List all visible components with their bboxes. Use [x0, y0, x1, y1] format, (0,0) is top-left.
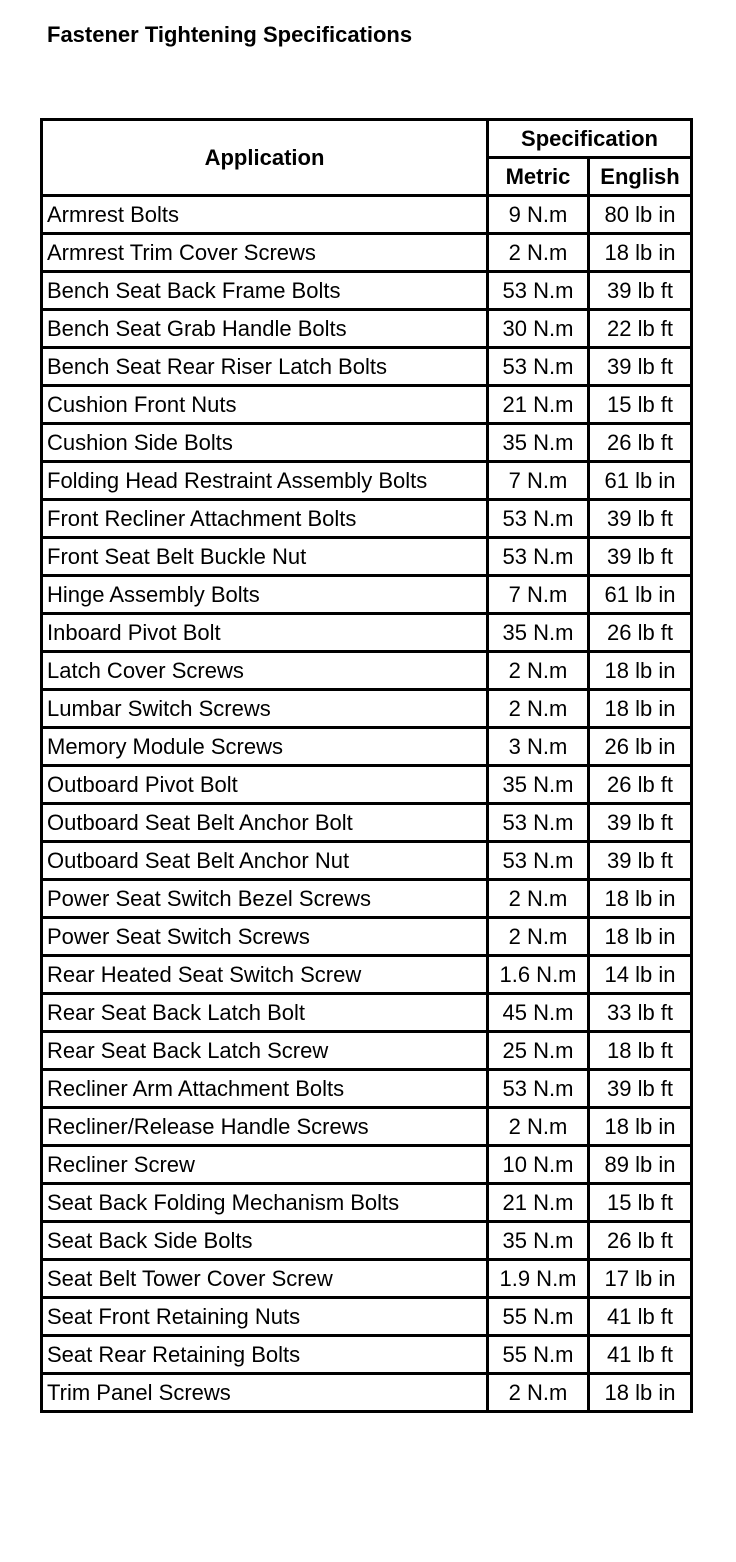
metric-cell: 35 N.m [488, 424, 589, 462]
metric-cell: 35 N.m [488, 1222, 589, 1260]
metric-cell: 55 N.m [488, 1336, 589, 1374]
application-cell: Recliner Arm Attachment Bolts [42, 1070, 488, 1108]
metric-cell: 1.6 N.m [488, 956, 589, 994]
metric-cell: 2 N.m [488, 1108, 589, 1146]
table-header [42, 120, 692, 196]
metric-cell: 7 N.m [488, 576, 589, 614]
english-cell: 22 lb ft [589, 310, 692, 348]
table-row [42, 424, 692, 462]
table-row [42, 196, 692, 234]
table-row [42, 956, 692, 994]
fastener-spec-table [40, 118, 693, 1413]
application-cell: Seat Front Retaining Nuts [42, 1298, 488, 1336]
application-cell: Power Seat Switch Screws [42, 918, 488, 956]
application-cell: Recliner Screw [42, 1146, 488, 1184]
metric-cell: 2 N.m [488, 652, 589, 690]
page-title: Fastener Tightening Specifications [47, 22, 413, 47]
table-row [42, 1184, 692, 1222]
english-cell: 39 lb ft [589, 538, 692, 576]
table-row [42, 462, 692, 500]
metric-cell: 21 N.m [488, 386, 589, 424]
metric-cell: 1.9 N.m [488, 1260, 589, 1298]
table-row [42, 1260, 692, 1298]
metric-cell: 35 N.m [488, 766, 589, 804]
table-row [42, 880, 692, 918]
table-row [42, 1146, 692, 1184]
application-cell: Seat Rear Retaining Bolts [42, 1336, 488, 1374]
metric-cell: 7 N.m [488, 462, 589, 500]
metric-column-header: Metric [488, 158, 589, 196]
metric-cell: 2 N.m [488, 880, 589, 918]
table-row [42, 690, 692, 728]
english-cell: 41 lb ft [589, 1336, 692, 1374]
application-column-header: Application [42, 120, 488, 196]
application-cell: Folding Head Restraint Assembly Bolts [42, 462, 488, 500]
metric-cell: 53 N.m [488, 842, 589, 880]
metric-cell: 53 N.m [488, 804, 589, 842]
metric-cell: 2 N.m [488, 1374, 589, 1412]
english-cell: 41 lb ft [589, 1298, 692, 1336]
application-cell: Rear Heated Seat Switch Screw [42, 956, 488, 994]
table-row [42, 766, 692, 804]
metric-cell: 10 N.m [488, 1146, 589, 1184]
table-row [42, 1374, 692, 1412]
english-cell: 26 lb ft [589, 614, 692, 652]
application-cell: Memory Module Screws [42, 728, 488, 766]
metric-cell: 53 N.m [488, 500, 589, 538]
table-row [42, 500, 692, 538]
metric-cell: 2 N.m [488, 918, 589, 956]
english-cell: 18 lb ft [589, 1032, 692, 1070]
application-cell: Armrest Trim Cover Screws [42, 234, 488, 272]
metric-cell: 30 N.m [488, 310, 589, 348]
table-row [42, 348, 692, 386]
english-cell: 14 lb in [589, 956, 692, 994]
metric-cell: 53 N.m [488, 1070, 589, 1108]
metric-cell: 45 N.m [488, 994, 589, 1032]
application-cell: Lumbar Switch Screws [42, 690, 488, 728]
table-row [42, 234, 692, 272]
table-body [42, 196, 692, 1412]
application-cell: Power Seat Switch Bezel Screws [42, 880, 488, 918]
application-cell: Bench Seat Rear Riser Latch Bolts [42, 348, 488, 386]
english-cell: 18 lb in [589, 652, 692, 690]
metric-cell: 21 N.m [488, 1184, 589, 1222]
english-cell: 26 lb in [589, 728, 692, 766]
english-cell: 15 lb ft [589, 1184, 692, 1222]
metric-cell: 53 N.m [488, 348, 589, 386]
application-cell: Outboard Seat Belt Anchor Bolt [42, 804, 488, 842]
table-row [42, 310, 692, 348]
table-row [42, 614, 692, 652]
application-cell: Recliner/Release Handle Screws [42, 1108, 488, 1146]
table-row [42, 538, 692, 576]
application-cell: Inboard Pivot Bolt [42, 614, 488, 652]
english-cell: 26 lb ft [589, 1222, 692, 1260]
english-cell: 39 lb ft [589, 1070, 692, 1108]
table-row [42, 804, 692, 842]
application-cell: Armrest Bolts [42, 196, 488, 234]
metric-cell: 53 N.m [488, 272, 589, 310]
table-row [42, 1070, 692, 1108]
table-row [42, 1222, 692, 1260]
application-cell: Seat Back Folding Mechanism Bolts [42, 1184, 488, 1222]
english-column-header: English [589, 158, 692, 196]
table-row [42, 1108, 692, 1146]
metric-cell: 55 N.m [488, 1298, 589, 1336]
table-row [42, 652, 692, 690]
specification-column-header: Specification [488, 120, 692, 158]
metric-cell: 25 N.m [488, 1032, 589, 1070]
application-cell: Front Recliner Attachment Bolts [42, 500, 488, 538]
application-cell: Rear Seat Back Latch Bolt [42, 994, 488, 1032]
english-cell: 61 lb in [589, 462, 692, 500]
english-cell: 39 lb ft [589, 842, 692, 880]
english-cell: 80 lb in [589, 196, 692, 234]
english-cell: 39 lb ft [589, 272, 692, 310]
english-cell: 39 lb ft [589, 804, 692, 842]
english-cell: 26 lb ft [589, 766, 692, 804]
application-cell: Outboard Pivot Bolt [42, 766, 488, 804]
table-row [42, 386, 692, 424]
application-cell: Outboard Seat Belt Anchor Nut [42, 842, 488, 880]
table-row [42, 272, 692, 310]
english-cell: 18 lb in [589, 1108, 692, 1146]
metric-cell: 3 N.m [488, 728, 589, 766]
header-row-top [42, 120, 692, 158]
metric-cell: 53 N.m [488, 538, 589, 576]
application-cell: Cushion Front Nuts [42, 386, 488, 424]
application-cell: Bench Seat Grab Handle Bolts [42, 310, 488, 348]
english-cell: 33 lb ft [589, 994, 692, 1032]
application-cell: Latch Cover Screws [42, 652, 488, 690]
application-cell: Bench Seat Back Frame Bolts [42, 272, 488, 310]
table-row [42, 842, 692, 880]
english-cell: 18 lb in [589, 918, 692, 956]
metric-cell: 35 N.m [488, 614, 589, 652]
english-cell: 39 lb ft [589, 348, 692, 386]
english-cell: 18 lb in [589, 234, 692, 272]
table-row [42, 576, 692, 614]
english-cell: 26 lb ft [589, 424, 692, 462]
table-row [42, 918, 692, 956]
application-cell: Hinge Assembly Bolts [42, 576, 488, 614]
english-cell: 18 lb in [589, 1374, 692, 1412]
application-cell: Seat Belt Tower Cover Screw [42, 1260, 488, 1298]
english-cell: 18 lb in [589, 690, 692, 728]
table-row [42, 994, 692, 1032]
english-cell: 39 lb ft [589, 500, 692, 538]
application-cell: Front Seat Belt Buckle Nut [42, 538, 488, 576]
application-cell: Seat Back Side Bolts [42, 1222, 488, 1260]
english-cell: 15 lb ft [589, 386, 692, 424]
metric-cell: 9 N.m [488, 196, 589, 234]
english-cell: 17 lb in [589, 1260, 692, 1298]
table-row [42, 1336, 692, 1374]
table-row [42, 1298, 692, 1336]
metric-cell: 2 N.m [488, 690, 589, 728]
application-cell: Cushion Side Bolts [42, 424, 488, 462]
application-cell: Rear Seat Back Latch Screw [42, 1032, 488, 1070]
english-cell: 89 lb in [589, 1146, 692, 1184]
table-row [42, 728, 692, 766]
english-cell: 61 lb in [589, 576, 692, 614]
table-row [42, 1032, 692, 1070]
application-cell: Trim Panel Screws [42, 1374, 488, 1412]
metric-cell: 2 N.m [488, 234, 589, 272]
english-cell: 18 lb in [589, 880, 692, 918]
